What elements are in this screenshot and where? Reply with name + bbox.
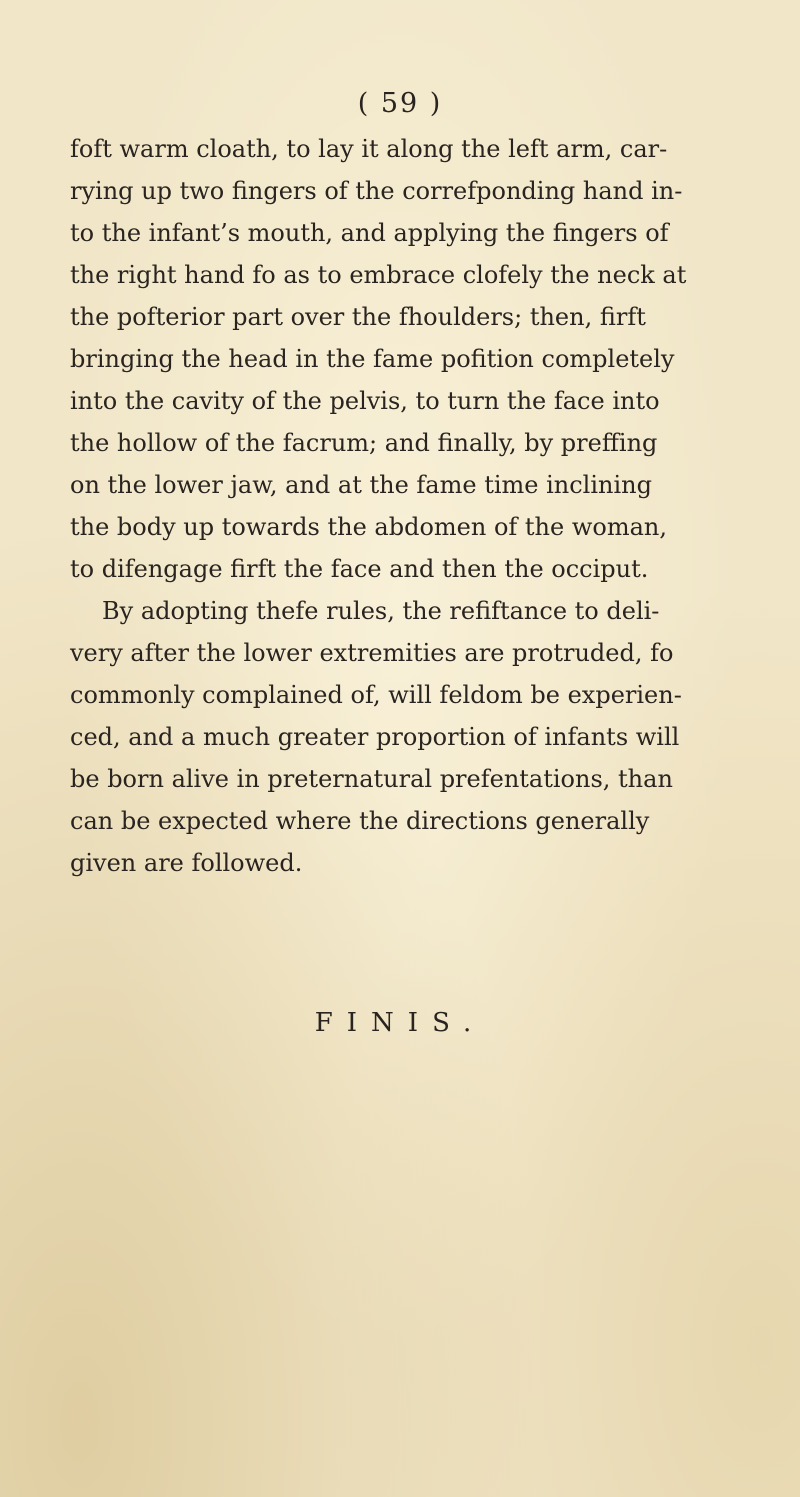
- text-line: into the cavity of the pelvis, to turn the face into: [70, 387, 660, 415]
- text-line: on the lower jaw, and at the fame time inclining: [70, 471, 652, 499]
- text-line: given are followed.: [70, 849, 303, 877]
- body-text: [70, 128, 710, 884]
- text-line: can be expected where the directions generally: [70, 807, 650, 835]
- text-line: the body up towards the abdomen of the woman,: [70, 513, 667, 541]
- text-line: be born alive in preternatural prefentations, than: [70, 765, 673, 793]
- text-line: the hollow of the facrum; and finally, by preffing: [70, 429, 658, 457]
- text-line: foft warm cloath, to lay it along the left arm, car-: [70, 135, 668, 163]
- text-line: ced, and a much greater proportion of infants will: [70, 723, 680, 751]
- text-line: bringing the head in the fame pofition completely: [70, 345, 675, 373]
- text-line: the right hand fo as to embrace clofely the neck at: [70, 261, 687, 289]
- text-line: to difengage firft the face and then the occiput.: [70, 555, 649, 583]
- text-line: very after the lower extremities are protruded, fo: [70, 639, 674, 667]
- finis-heading: FINIS.: [314, 1008, 486, 1038]
- text-line: rying up two fingers of the correfponding hand in-: [70, 177, 683, 205]
- text-line: the pofterior part over the fhoulders; then, firft: [70, 303, 646, 331]
- text-line: commonly complained of, will feldom be experien-: [70, 681, 682, 709]
- page-number: ( 59 ): [357, 88, 443, 119]
- text-line: By adopting thefe rules, the refiftance to deli-: [102, 597, 660, 625]
- text-line: to the infant’s mouth, and applying the fingers of: [70, 219, 669, 247]
